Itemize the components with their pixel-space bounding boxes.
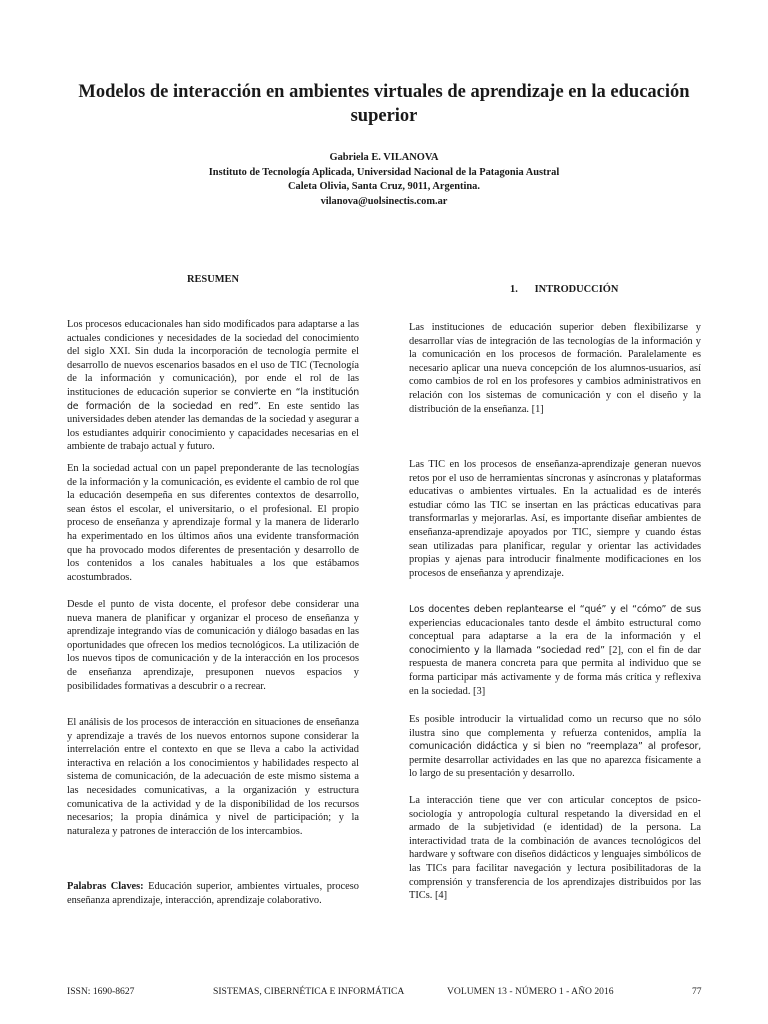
abstract-paragraph-3: Desde el punto de vista docente, el profesor debe considerar una nueva manera de planificar y organizar el proceso de enseñanza y aprendizaje integrando vías de comunicación y diálogo basadas en las oportunidades que ofrecen los medios tecnológicos. La utilización de los nuevos tipos de comunicación y de la interacción en los procesos de enseñanza aprendizaje, presuponen nuevos espacios y posibilidades formativas a descubrir o a recrear. xyxy=(67,599,359,692)
abstract-heading: RESUMEN xyxy=(187,274,239,285)
footer-volume: VOLUMEN 13 - NÚMERO 1 - AÑO 2016 xyxy=(447,986,614,997)
intro-paragraph-1: Las instituciones de educación superior deben flexibilizarse y desarrollar vías de integración de las tecnologías de la información y la comunicación en los procesos de formación. Paralelamente es necesario aplicar una nueva concepción de los alumnos-usuarios, así como cambios de rol en los profesores y cambios administrativos en relación con los sistemas de comunicación y con el diseño y la distribución de la enseñanza. [1] xyxy=(409,322,701,415)
abstract-p1-handwritten: convierte en “la institución de formación de la sociedad en red” xyxy=(67,386,359,412)
author-email: vilanova@uolsinectis.com.ar xyxy=(320,195,448,207)
keywords-label: Palabras Claves: xyxy=(67,881,144,892)
paper-title-line-2: superior xyxy=(350,106,418,126)
intro-p4-handwritten: comunicación didáctica y si bien no “reemplaza” al profesor, xyxy=(409,741,701,753)
intro-p4-text-a: Es posible introducir la virtualidad como un recurso que no sólo ilustra sino que complementa y refuerza contenidos, amplía la xyxy=(409,714,701,739)
page-number: 77 xyxy=(692,986,702,997)
abstract-p1-text-a: Los procesos educacionales han sido modificados para adaptarse a las actuales condiciones y necesidades de la sociedad del conocimiento del siglo XXI. Sin duda la incorporación de tecnología permite el desarrollo de nuevos escenarios basados en el uso de TIC (Tecnología de la información y comunicación), por ende el rol de las instituciones de educación superior se xyxy=(67,319,359,398)
paper-title xyxy=(70,80,698,128)
author-location: Caleta Olivia, Santa Cruz, 9011, Argentina. xyxy=(288,181,480,192)
intro-paragraph-2: Las TIC en los procesos de enseñanza-aprendizaje generan nuevos retos por el uso de herramientas síncronas y asíncronas y plataformas educativas o ambientes virtuales. En la actualidad es de interés estudiar cómo las TIC se insertan en las prácticas educativas para transformarlas y mejorarlas. Así, es importante diseñar ambientes de enseñanza-aprendizaje apoyados por TIC, siempre y cuando éstas sean utilizadas para planificar, regular y orientar las actividades propias y ajenas para introducir finalmente modificaciones en los procesos de enseñanza y aprendizaje. xyxy=(409,459,701,579)
intro-p4-text-b: permite desarrollar actividades en las que no aparezca físicamente a lo largo de su presentación y desarrollo. xyxy=(409,754,701,780)
intro-p3-handwritten-1: Los docentes deben replantearse el “qué” y el “cómo” de sus xyxy=(409,604,701,615)
intro-paragraph-4 xyxy=(409,713,701,781)
intro-p3-text-a: experiencias educacionales tanto desde el ámbito estructural como conceptual para adaptarse a la era de la información y el xyxy=(409,617,701,643)
paper-title-line-1: Modelos de interacción en ambientes virtuales de aprendizaje en la educación xyxy=(78,82,690,102)
abstract-paragraph-4: El análisis de los procesos de interacción en situaciones de enseñanza y aprendizaje a través de los nuevos entornos supone considerar la interrelación entre el contexto en que se lleva a cabo la actividad interactiva en relación a los conocimientos y habilidades respecto al sistema de comunicación, de la adecuación de este mismo sistema a las necesidades comunicativas, a la organización y estructura comunicativa de la actividad y de la disponibilidad de los recursos necesarios; la propia dinámica y nivel de participación; y la naturaleza y patrones de interacción de los intercambios. xyxy=(67,717,359,837)
intro-p3-text-b: [2], con el fin de dar respuesta de manera concreta para que permita al individuo que se forma participar más activamente y de forma más crítica y reflexiva en la sociedad. [3] xyxy=(409,644,701,697)
abstract-p1-text-b: . En este sentido las universidades deben atender las demandas de la sociedad y asegurar a los estudiantes adquirir conocimiento y capacidades necesarias en el ambiente de trabajo actual y futuro. xyxy=(67,400,360,453)
footer-journal: SISTEMAS, CIBERNÉTICA E INFORMÁTICA xyxy=(213,986,405,997)
intro-paragraph-3 xyxy=(409,603,701,698)
author-block xyxy=(70,151,698,209)
footer-issn: ISSN: 1690-8627 xyxy=(67,986,135,997)
section-number: 1. xyxy=(510,284,518,295)
introduction-heading xyxy=(510,284,618,295)
intro-paragraph-5: La interacción tiene que ver con articular conceptos de psico-sociología y antropología cultural respetando la diversidad en el armado de la subjetividad (e identidad) de la persona. La interactividad trata de la combinación de avances tecnológicos del hardware y software con diseños didácticos y lenguajes simbólicos de las TICs para facilitar navegación y lectura posibilitadoras de la comprensión y transferencia de los aprendizajes distribuidos por las TICs. [4] xyxy=(409,795,701,902)
intro-p3-handwritten-2: conocimiento y la llamada “sociedad red” xyxy=(409,644,605,656)
keywords-paragraph xyxy=(67,880,359,907)
section-title: INTRODUCCIÓN xyxy=(534,284,619,295)
author-name: Gabriela E. VILANOVA xyxy=(329,152,439,163)
abstract-paragraph-1 xyxy=(67,318,359,454)
abstract-paragraph-2: En la sociedad actual con un papel preponderante de las tecnologías de la información y la comunicación, es evidente el cambio de rol que la educación desempeña en sus diferentes contextos de desarrollo, sean éstos el escolar, el universitario, o el profesional. El propio proceso de enseñanza y aprendizaje formal y la manera de liderarlo ha experimentado en los últimos años una evidente transformación que ha provocado modos diferentes de presentación y desarrollo de los contenidos a los canales habituales a los que estábamos acostumbrados. xyxy=(67,463,359,583)
keywords-text: Educación superior, ambientes virtuales, proceso enseñanza aprendizaje, interacción, aprendizaje colaborativo. xyxy=(67,881,360,906)
author-institution: Instituto de Tecnología Aplicada, Universidad Nacional de la Patagonia Austral xyxy=(208,166,560,178)
